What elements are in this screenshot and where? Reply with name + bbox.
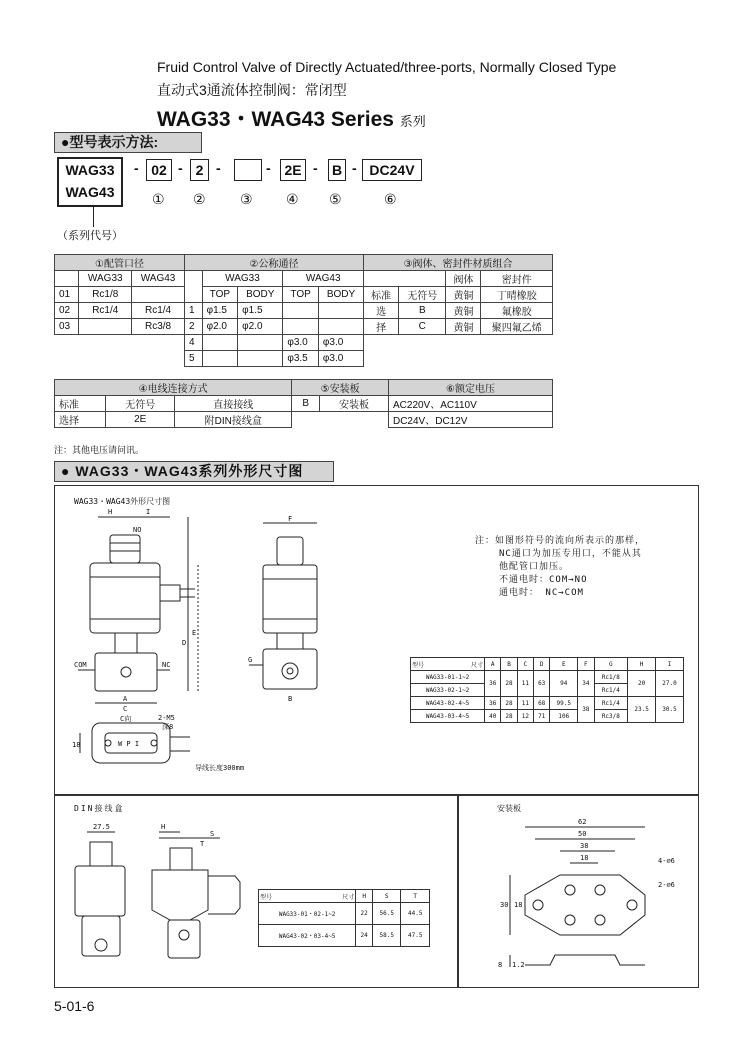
plate-drawing (490, 815, 690, 980)
dash: - (313, 160, 318, 176)
dash: - (134, 160, 139, 176)
port-title: ①配管口径 (55, 255, 185, 271)
label-E: E (192, 629, 197, 637)
model-leader-line (93, 205, 94, 227)
dash: - (266, 160, 271, 176)
dimension-table: 型号 尺寸 A B C D E F G H I WAG33-01-1~2 36 28 11 63 94 34 Rc1/8 20 27.0 WAG33-02-1~2 Rc1/4 WAG43-02-4~5 36 28 11 68 99.5 38 Rc1/4 23.5 30.5 WAG43-03-4~5 40 28 12 71 106 Rc3/8 (410, 657, 684, 723)
label-NC: NC (162, 661, 171, 669)
marker-1: ① (152, 191, 165, 207)
label-18: 18 (72, 741, 81, 749)
label-D: D (182, 639, 187, 647)
plate-title: 安装板 (497, 804, 521, 813)
label-din-H: H (161, 823, 166, 831)
marker-4: ④ (286, 191, 299, 207)
label-COM: COM (74, 661, 87, 669)
dash: - (178, 160, 183, 176)
diameter-title: ②公称通径 (184, 255, 363, 271)
dash: - (352, 160, 357, 176)
spec-table-2: ④电线连接方式 ⑤安装板 ⑥额定电压 标准 无符号 直接接线 B 安装板 AC220V、AC110V 选择 2E 附DIN接线盒 DC24V、DC12V (54, 379, 553, 428)
dim-8: 8 (498, 961, 503, 969)
din-title: DIN接线盒 (74, 804, 125, 813)
spec-table-1: ①配管口径 ②公称通径 ③阀体、密封件材质组合 WAG33 WAG43 WAG33 WAG43 阀体 密封件 01 Rc1/8 TOP BODY TOP BODY 标准 无符号 黄铜 丁晴橡胶 02 Rc1/4 Rc1/4 1 φ1.5 φ1.5 选 B 黄铜 氟橡胶 03 Rc3/8 2 φ2.0 φ2.0 择 C 黄铜 聚四氟乙烯 4 φ3.0 φ3.0 5 φ3.5 φ3.0 (54, 254, 553, 367)
material-title: ③阀体、密封件材质组合 (364, 255, 553, 271)
label-NO: NO (133, 526, 142, 534)
flow-note: 注：如图形符号的流向所表示的那样， NC通口为加压专用口，不能从其 他配管口加压。 不通电时：COM→NO 通电时： NC→COM (475, 536, 646, 598)
code-material (234, 159, 262, 181)
code-mount: B (328, 159, 346, 181)
label-din-T: T (200, 840, 205, 848)
label-I: I (146, 508, 151, 516)
label-F: F (288, 515, 293, 523)
label-H: H (108, 508, 113, 516)
title-chinese: 直动式3通流体控制阀：常闭型 (157, 82, 347, 98)
marker-3: ③ (240, 191, 253, 207)
valve-body (95, 653, 157, 691)
label-B: B (288, 695, 293, 703)
code-voltage: DC24V (362, 159, 422, 181)
model-box: WAG33 WAG43 (57, 157, 123, 207)
label-C-view: C向 (120, 715, 132, 723)
model-code-heading: ●型号表示方法: (54, 132, 202, 153)
marker-6: ⑥ (384, 191, 397, 207)
marker-2: ② (193, 191, 206, 207)
note-other-voltage: 注：其他电压请问讯。 (54, 445, 145, 455)
dim-4-holes: 4-∅6 (658, 857, 675, 865)
dim-38: 38 (580, 842, 589, 850)
dim-62: 62 (578, 818, 587, 826)
coil-housing (90, 563, 160, 633)
label-depth: 深8 (162, 723, 174, 731)
label-holes: 2-M5 (158, 714, 175, 722)
nut (110, 535, 140, 563)
label-27-5: 27.5 (93, 823, 110, 831)
series-code-label: （系列代号） (57, 230, 123, 242)
dimension-heading: ● WAG33・WAG43系列外形尺寸图 (54, 461, 334, 482)
label-G: G (248, 656, 253, 664)
code-port: 02 (146, 159, 172, 181)
marker-5: ⑤ (329, 191, 342, 207)
code-diameter: 2 (190, 159, 209, 181)
lead-exit (160, 585, 180, 601)
label-A: A (123, 695, 128, 703)
series-title: WAG33・WAG43 Series 系列 (157, 108, 426, 131)
valve-side-drawing (245, 515, 335, 705)
dash: - (216, 160, 221, 176)
din-drawing (60, 820, 260, 980)
label-din-S: S (210, 830, 215, 838)
dim-50: 50 (578, 830, 587, 838)
drawing-title: WAG33・WAG43外形尺寸图 (74, 497, 171, 506)
dim-2-holes: 2-∅6 (658, 881, 675, 889)
dim-18-h: 18 (514, 901, 523, 909)
dim-1-2: 1.2 (512, 961, 525, 969)
label-C: C (123, 705, 128, 713)
label-wire-length: 导线长度300mm (195, 764, 245, 772)
page-number: 5-01-6 (54, 998, 95, 1014)
dim-30: 30 (500, 901, 509, 909)
code-wiring: 2E (280, 159, 306, 181)
din-table: 型号 尺寸 H S T WAG33-01・02-1~2 22 56.5 44.5 WAG43-02・03-4~5 24 58.5 47.5 (258, 889, 430, 947)
dim-18: 18 (580, 854, 589, 862)
label-wpi: W P I (118, 740, 140, 748)
title-english: Fruid Control Valve of Directly Actuated/three-ports, Normally Closed Type (157, 59, 617, 75)
